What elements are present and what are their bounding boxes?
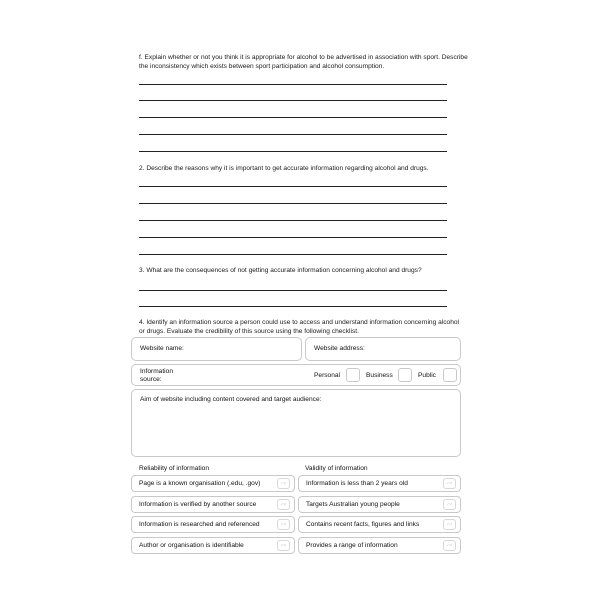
answer-line[interactable]: [139, 203, 447, 204]
option-personal-label: Personal: [314, 372, 341, 379]
reliability-text: Information is verified by another source: [139, 501, 257, 508]
answer-line[interactable]: [139, 254, 447, 255]
reliability-text: Page is a known organisation (.edu, .gov): [139, 480, 261, 487]
tick-cross-box[interactable]: ✔/✗: [277, 519, 290, 530]
question-2: 2. Describe the reasons why it is important to get accurate information regarding alcohol and drugs.: [139, 165, 429, 172]
tick-cross-box[interactable]: ✔/✗: [277, 499, 290, 510]
reliability-text: Author or organisation is identifiable: [139, 542, 244, 549]
tick-cross-box[interactable]: ✔/✗: [443, 540, 456, 551]
info-source-box: [131, 364, 461, 386]
answer-line[interactable]: [139, 151, 447, 152]
validity-text: Contains recent facts, figures and links: [306, 521, 420, 528]
question-3: 3. What are the consequences of not getting accurate information concerning alcohol and drugs?: [139, 267, 422, 274]
aim-text-area[interactable]: [131, 389, 461, 457]
answer-line[interactable]: [139, 186, 447, 187]
tick-cross-box[interactable]: ✔/✗: [443, 519, 456, 530]
option-business-label: Business: [366, 372, 393, 379]
info-source-label: Information source:: [140, 368, 173, 383]
aim-label: Aim of website including content covered and target audience:: [140, 396, 322, 403]
answer-line[interactable]: [139, 220, 447, 221]
validity-row: [298, 496, 461, 513]
validity-heading: Validity of information: [305, 465, 368, 472]
answer-line[interactable]: [139, 84, 447, 85]
reliability-text: Information is researched and referenced: [139, 521, 260, 528]
tick-cross-box[interactable]: ✔/✗: [277, 540, 290, 551]
reliability-heading: Reliability of information: [139, 465, 209, 472]
reliability-row: [131, 496, 295, 513]
website-name-field[interactable]: [131, 337, 302, 361]
business-checkbox[interactable]: [398, 368, 412, 382]
validity-row: [298, 516, 461, 533]
validity-row: [298, 537, 461, 554]
tick-cross-box[interactable]: ✔/✗: [443, 499, 456, 510]
website-address-label: Website address:: [314, 345, 365, 352]
question-f: f. Explain whether or not you think it is appropriate for alcohol to be advertised in association with sport. Describe the inconsistency which exists between sport participation and alcohol consumption.: [139, 54, 468, 70]
answer-line[interactable]: [139, 134, 447, 135]
reliability-row: [131, 516, 295, 533]
website-address-field[interactable]: [305, 337, 461, 361]
tick-cross-box[interactable]: ✔/✗: [277, 478, 290, 489]
answer-line[interactable]: [139, 306, 447, 307]
website-name-label: Website name:: [140, 345, 184, 352]
answer-line[interactable]: [139, 117, 447, 118]
validity-text: Targets Australian young people: [306, 501, 400, 508]
option-public-label: Public: [418, 372, 436, 379]
question-4: 4. Identify an information source a person could use to access and understand information concerning alcohol or drugs. Evaluate the credibility of this source using the following checklist.: [139, 319, 459, 335]
validity-text: Information is less than 2 years old: [306, 480, 408, 487]
tick-cross-box[interactable]: ✔/✗: [443, 478, 456, 489]
reliability-row: [131, 475, 295, 492]
reliability-row: [131, 537, 295, 554]
answer-line[interactable]: [139, 100, 447, 101]
answer-line[interactable]: [139, 290, 447, 291]
answer-line[interactable]: [139, 237, 447, 238]
personal-checkbox[interactable]: [346, 368, 360, 382]
validity-text: Provides a range of information: [306, 542, 398, 549]
public-checkbox[interactable]: [443, 368, 457, 382]
validity-row: [298, 475, 461, 492]
